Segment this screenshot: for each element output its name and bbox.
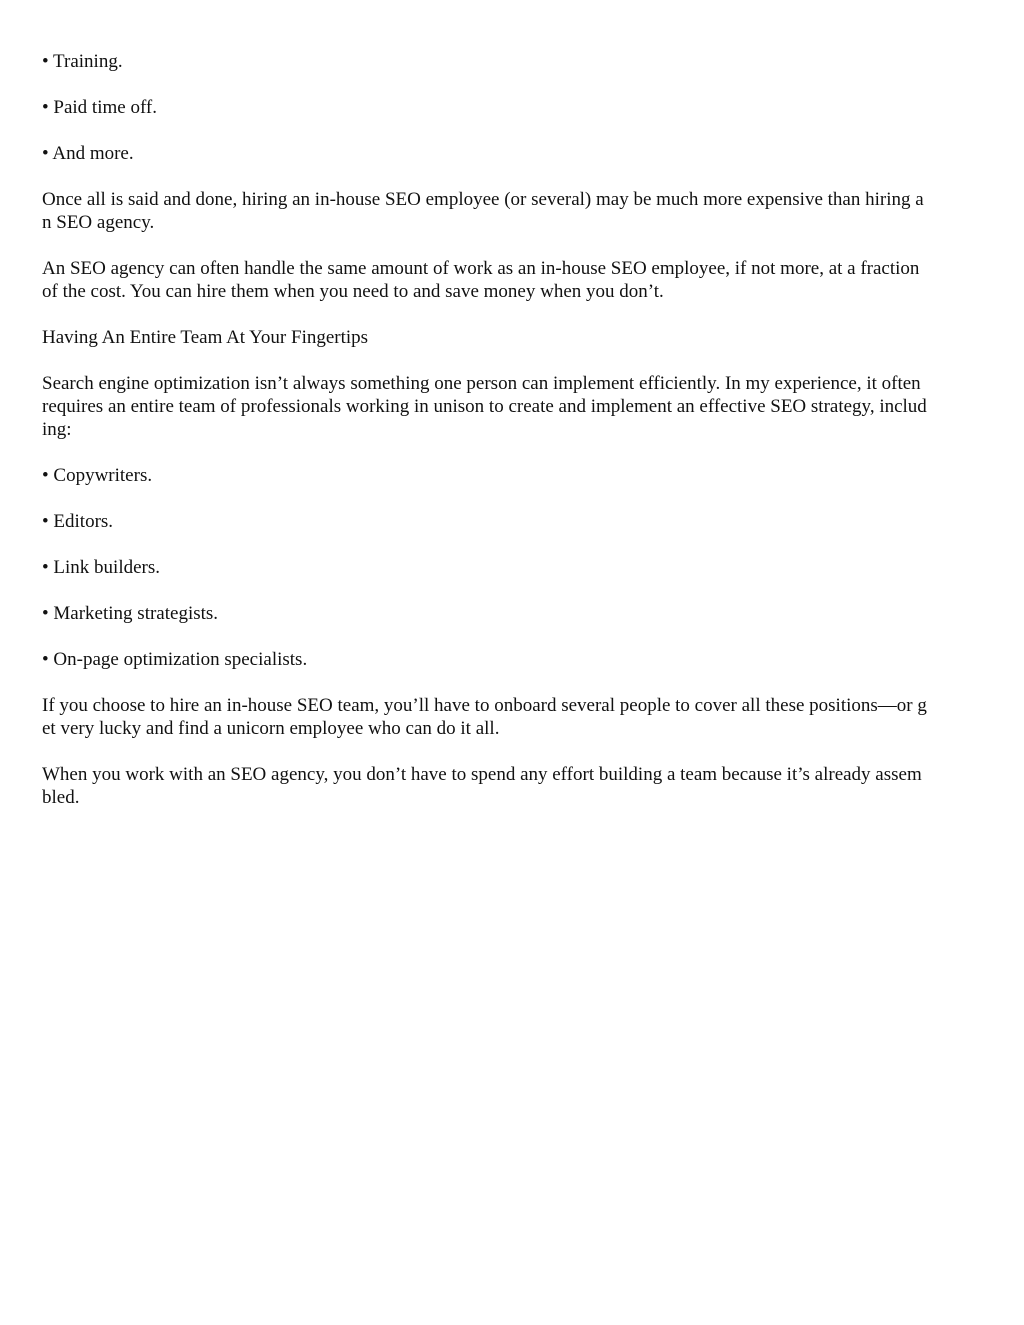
document-body	[42, 50, 986, 832]
paragraph-team-requirement: Search engine optimization isn’t always something one person can implement efficiently. In my experience, it often requires an entire team of professionals working in unison to create and implement an effective SEO strategy, includ ing:	[42, 373, 927, 440]
paragraph-agency-team: When you work with an SEO agency, you don’t have to spend any effort building a team because it’s already assem bled.	[42, 764, 922, 808]
bullet-item-link-builders: • Link builders.	[42, 557, 160, 578]
bullet-item-training: • Training.	[42, 51, 123, 72]
bullet-item-copywriters: • Copywriters.	[42, 465, 153, 486]
bullet-item-editors: • Editors.	[42, 511, 114, 532]
bullet-item-marketing-strategists: • Marketing strategists.	[42, 603, 219, 624]
bullet-item-paid-time-off: • Paid time off.	[42, 97, 158, 118]
bullet-item-and-more: • And more.	[42, 143, 134, 164]
paragraph-agency-workload: An SEO agency can often handle the same amount of work as an in-house SEO employee, if not more, at a fraction of the cost. You can hire them when you need to and save money when you don’t.	[42, 258, 920, 302]
section-heading: Having An Entire Team At Your Fingertips	[42, 327, 369, 348]
bullet-item-on-page-specialists: • On-page optimization specialists.	[42, 649, 308, 670]
paragraph-cost-comparison: Once all is said and done, hiring an in-house SEO employee (or several) may be much more expensive than hiring a n SEO agency.	[42, 189, 924, 233]
paragraph-in-house-team: If you choose to hire an in-house SEO team, you’ll have to onboard several people to cover all these positions—or g et very lucky and find a unicorn employee who can do it all.	[42, 695, 927, 739]
